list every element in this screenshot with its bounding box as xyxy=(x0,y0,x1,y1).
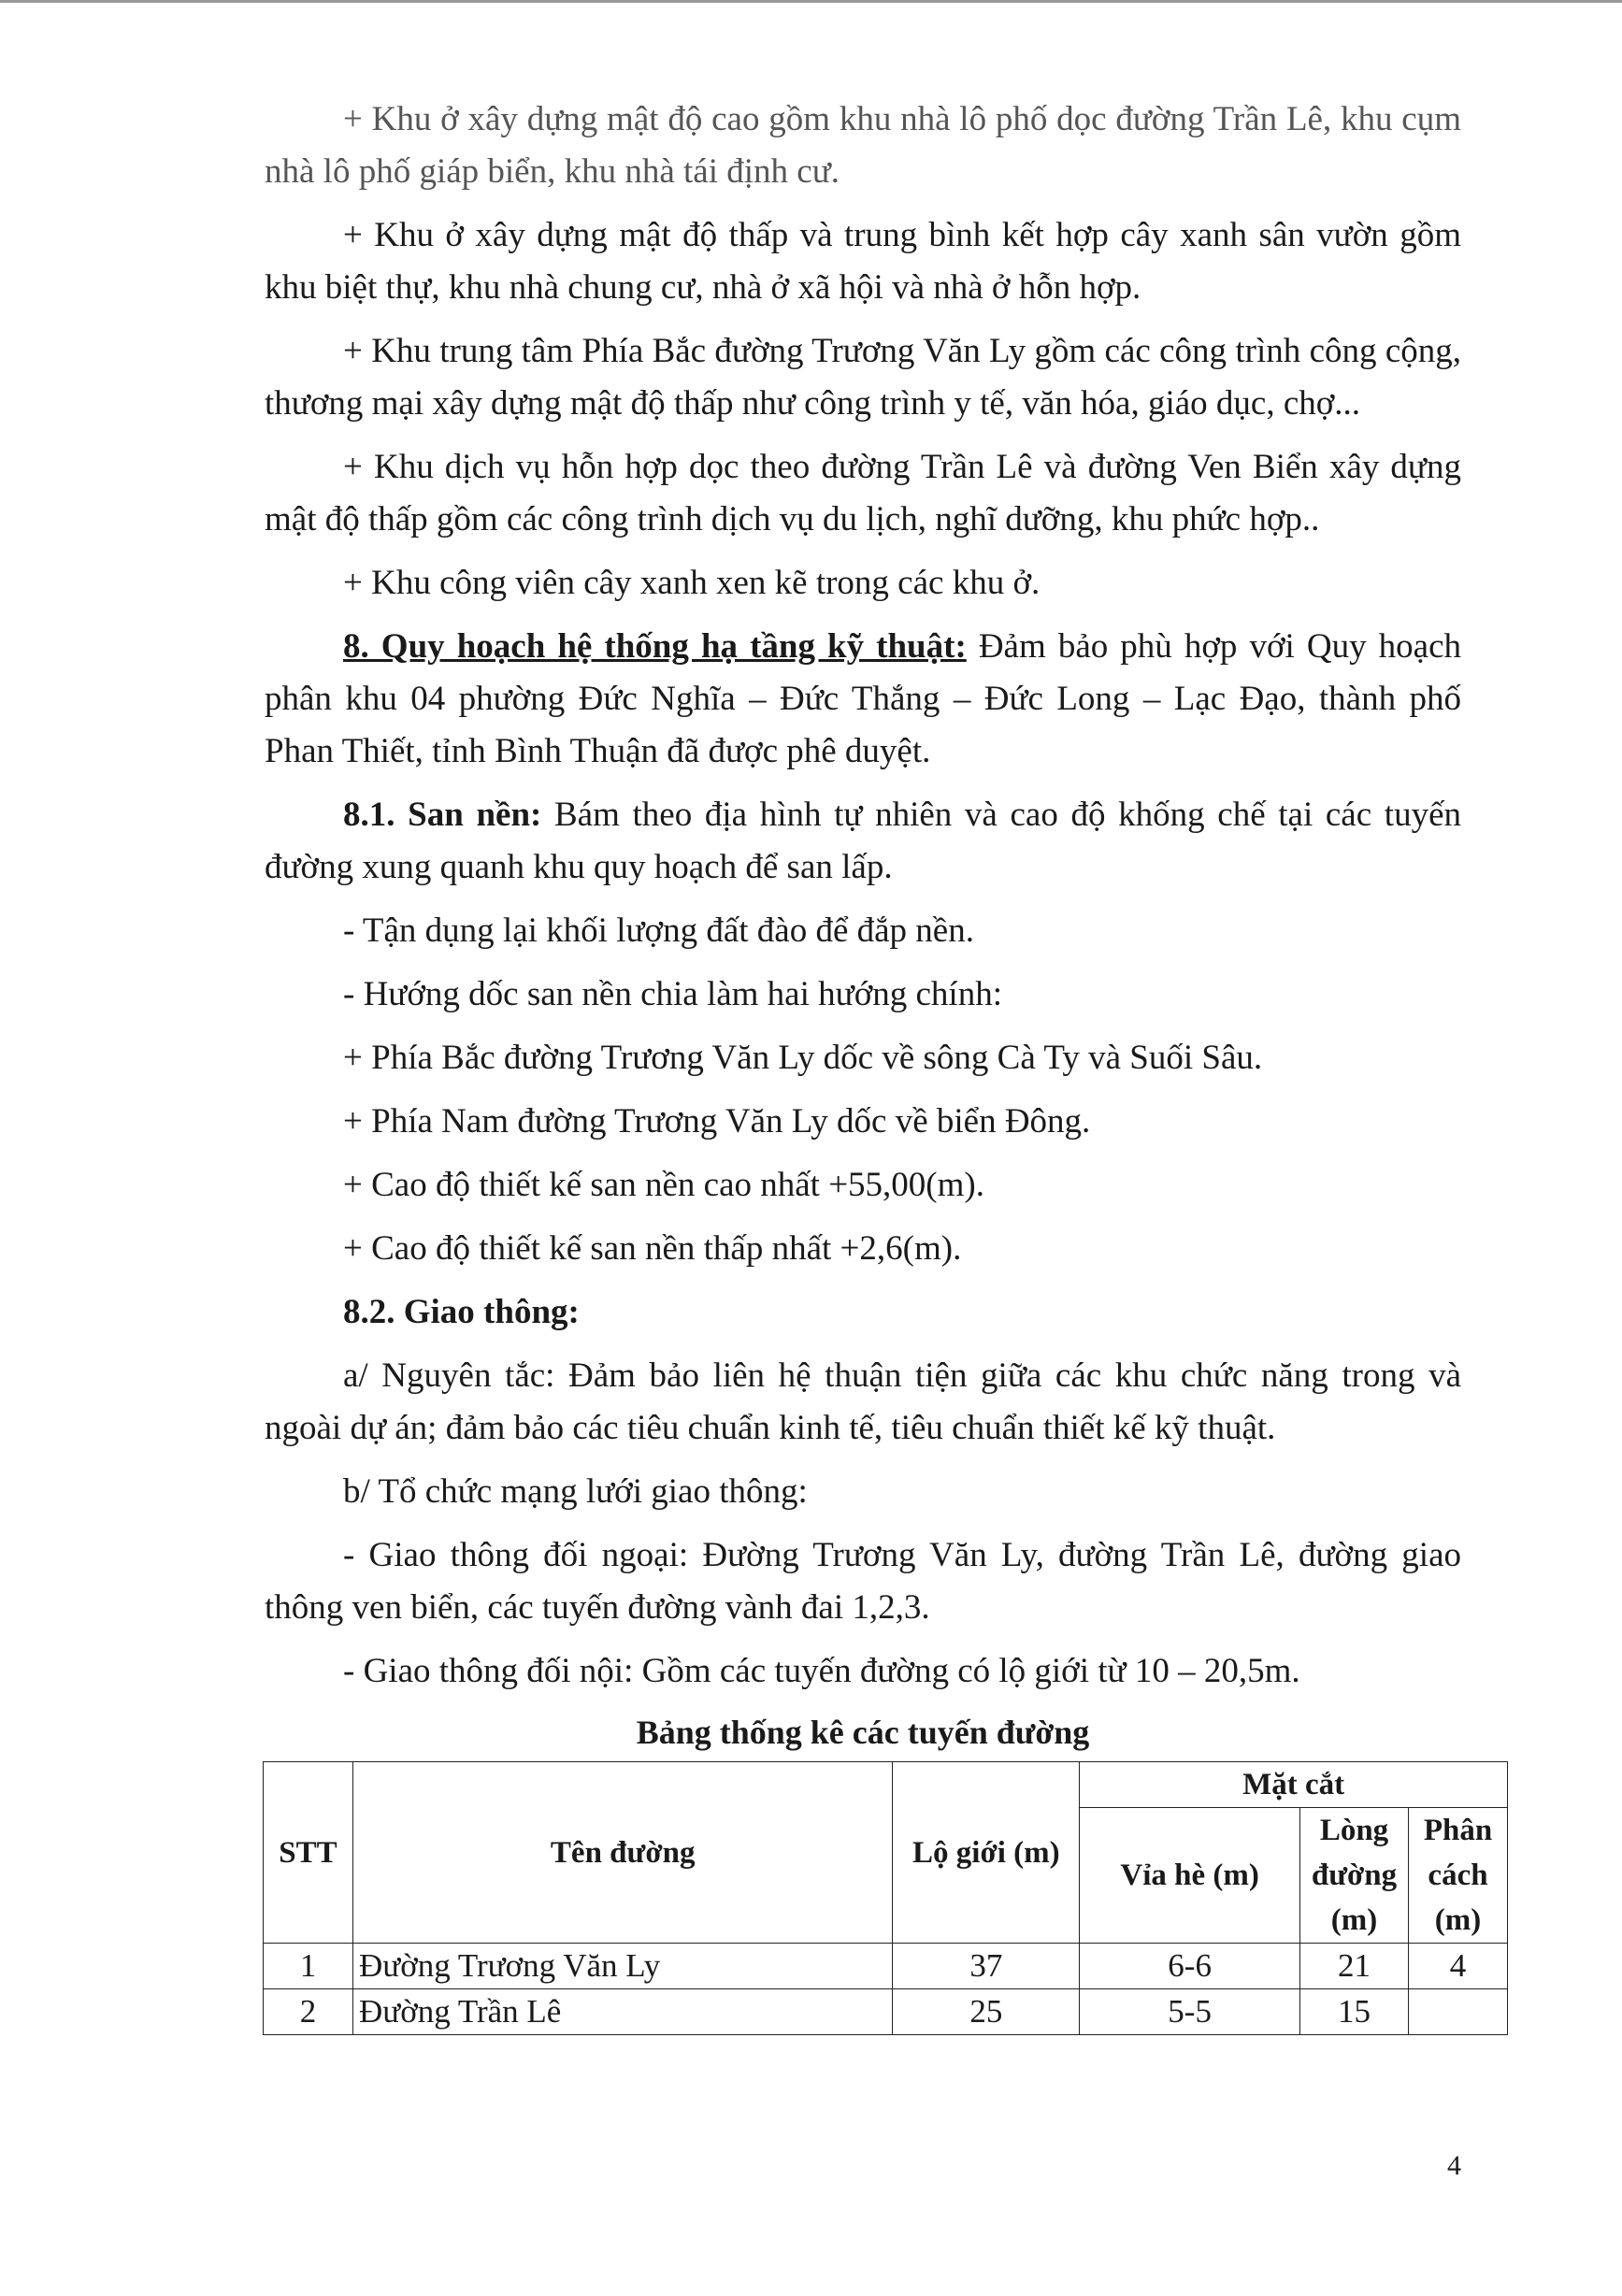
list-item: - Giao thông đối nội: Gồm các tuyến đường có lộ giới từ 10 – 20,5m. xyxy=(343,1652,1300,1690)
section-8-1 xyxy=(265,789,1461,894)
header-cross-section: Mặt cắt xyxy=(1080,1762,1508,1808)
header-name: Tên đường xyxy=(352,1762,892,1944)
cell-stt: 1 xyxy=(264,1944,353,1989)
scan-top-edge xyxy=(0,0,1622,3)
header-stt: STT xyxy=(264,1762,353,1944)
section-8-text: Đảm bảo phù hợp với Quy hoạch phân khu 04 phường Đức Nghĩa – Đức Thắng – Đức Long – Lạc Đạo, thành phố Phan Thiết, tỉnh Bình Thuận đã được phê duyệt. xyxy=(265,627,1461,770)
cell-roadbed: 15 xyxy=(1300,1989,1409,2035)
paragraph-high-density: + Khu ở xây dựng mật độ cao gồm khu nhà lô phố dọc đường Trần Lê, khu cụm nhà lô phố giáp biển, khu nhà tái định cư. xyxy=(265,100,1461,191)
paragraph-low-density: + Khu ở xây dựng mật độ thấp và trung bình kết hợp cây xanh sân vườn gồm khu biệt thự, khu nhà chung cư, nhà ở xã hội và nhà ở hỗn hợp. xyxy=(265,216,1461,307)
cell-divider: 4 xyxy=(1409,1944,1508,1989)
list-item: + Phía Nam đường Trương Văn Ly dốc về biển Đông. xyxy=(343,1102,1091,1141)
list-item: - Tận dụng lại khối lượng đất đào để đắp nền. xyxy=(343,911,974,950)
list-item: - Hướng dốc san nền chia làm hai hướng chính: xyxy=(343,975,1002,1013)
cell-divider xyxy=(1409,1989,1508,2035)
header-roadbed: Lòng đường (m) xyxy=(1300,1808,1409,1944)
table-row xyxy=(264,1989,1508,2035)
section-8-2-heading: 8.2. Giao thông: xyxy=(343,1293,580,1331)
cell-name: Đường Trương Văn Ly xyxy=(352,1944,892,1989)
paragraph-mixed-service: + Khu dịch vụ hỗn hợp dọc theo đường Trần Lê và đường Ven Biển xây dựng mật độ thấp gồm các công trình dịch vụ du lịch, nghĩ dưỡng, khu phức hợp.. xyxy=(265,448,1461,538)
list-item: + Cao độ thiết kế san nền cao nhất +55,00(m). xyxy=(343,1166,984,1204)
table-row xyxy=(264,1944,1508,1989)
cell-sidewalk: 6-6 xyxy=(1080,1944,1300,1989)
list-item: + Phía Bắc đường Trương Văn Ly dốc về sông Cà Ty và Suối Sâu. xyxy=(343,1039,1263,1077)
paragraph-park: + Khu công viên cây xanh xen kẽ trong các khu ở. xyxy=(343,564,1041,602)
section-8-1-text: Bám theo địa hình tự nhiên và cao độ khống chế tại các tuyến đường xung quanh khu quy hoạch để san lấp. xyxy=(265,796,1461,886)
document-body xyxy=(265,93,1493,2035)
header-row-width: Lộ giới (m) xyxy=(893,1762,1080,1944)
header-sidewalk: Vỉa hè (m) xyxy=(1080,1808,1300,1944)
page-number: 4 xyxy=(1447,2150,1461,2181)
list-item: b/ Tổ chức mạng lưới giao thông: xyxy=(343,1472,808,1511)
roads-table xyxy=(263,1761,1508,2035)
paragraph-north-center: + Khu trung tâm Phía Bắc đường Trương Văn Ly gồm các công trình công cộng, thương mại xây dựng mật độ thấp như công trình y tế, văn hóa, giáo dục, chợ... xyxy=(265,332,1461,423)
cell-stt: 2 xyxy=(264,1989,353,2035)
cell-sidewalk: 5-5 xyxy=(1080,1989,1300,2035)
cell-roadbed: 21 xyxy=(1300,1944,1409,1989)
section-8 xyxy=(265,621,1461,778)
cell-row-width: 37 xyxy=(893,1944,1080,1989)
cell-row-width: 25 xyxy=(893,1989,1080,2035)
table-title: Bảng thống kê các tuyến đường xyxy=(636,1714,1090,1751)
section-8-heading: 8. Quy hoạch hệ thống hạ tầng kỹ thuật: xyxy=(343,627,967,666)
table-header-row xyxy=(264,1762,1508,1808)
list-item: + Cao độ thiết kế san nền thấp nhất +2,6(m). xyxy=(343,1229,962,1268)
cell-name: Đường Trần Lê xyxy=(352,1989,892,2035)
list-item: a/ Nguyên tắc: Đảm bảo liên hệ thuận tiện giữa các khu chức năng trong và ngoài dự án; đảm bảo các tiêu chuẩn kinh tế, tiêu chuẩn thiết kế kỹ thuật. xyxy=(265,1356,1461,1447)
section-8-1-heading: 8.1. San nền: xyxy=(343,796,542,834)
list-item: - Giao thông đối ngoại: Đường Trương Văn Ly, đường Trần Lê, đường giao thông ven biển, các tuyến đường vành đai 1,2,3. xyxy=(265,1536,1461,1627)
header-divider: Phân cách (m) xyxy=(1409,1808,1508,1944)
